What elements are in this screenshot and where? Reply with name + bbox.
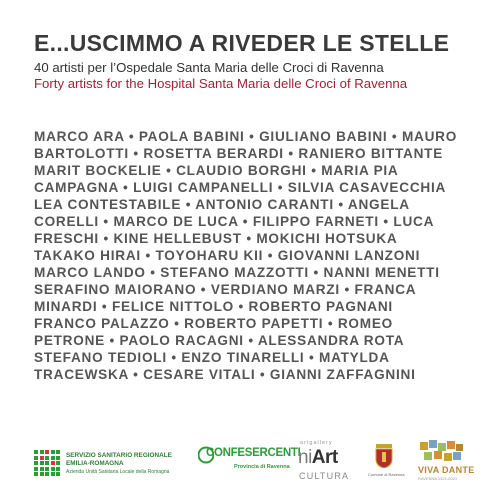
confesercenti-name: CONFESERCENTI	[206, 447, 301, 459]
artists-line: MINARDI • FELICE NITTOLO • ROBERTO PAGNANI	[34, 299, 393, 314]
artists-line: CAMPAGNA • LUIGI CAMPANELLI • SILVIA CASAVECCHIA	[34, 180, 447, 195]
viva-dante-subtitle: RAVENNA 1321-2021	[418, 476, 458, 481]
crest-caption: Comune di Ravenna	[368, 472, 405, 477]
confesercenti-logo	[198, 444, 301, 480]
ssr-line2: EMILIA-ROMAGNA	[66, 460, 124, 467]
artists-line: STEFANO TEDIOLI • ENZO TINARELLI • MATYLDA	[34, 350, 390, 365]
ravenna-crest-icon	[374, 444, 394, 468]
ssr-emilia-romagna-logo	[34, 448, 194, 480]
viva-dante-mark-icon	[420, 440, 464, 462]
artists-line: PETRONE • PAOLO RACAGNI • ALESSANDRA ROTA	[34, 333, 405, 348]
viva-dante-name: VIVA DANTE	[418, 465, 475, 475]
artists-line: MARCO LANDO • STEFANO MAZZOTTI • NANNI MENETTI	[34, 265, 440, 280]
ssr-dot-grid-icon	[34, 450, 60, 476]
niart-subtitle: CULTURA	[299, 471, 350, 481]
sponsor-logos	[0, 438, 500, 488]
niart-suffix: Art	[311, 447, 338, 468]
artists-list	[34, 128, 474, 383]
niart-name	[298, 447, 338, 469]
page-title: E...USCIMMO A RIVEDER LE STELLE	[34, 30, 450, 56]
comune-ravenna-logo	[368, 442, 405, 482]
artists-line: FRESCHI • KINE HELLEBUST • MOKICHI HOTSUKA	[34, 231, 398, 246]
ssr-line1: SERVIZIO SANITARIO REGIONALE	[66, 452, 172, 459]
artists-line: CORELLI • MARCO DE LUCA • FILIPPO FARNETI • LUCA	[34, 214, 435, 229]
niart-logo	[298, 440, 358, 484]
artists-line: LEA CONTESTABILE • ANTONIO CARANTI • ANGELA	[34, 197, 410, 212]
subtitle-english: Forty artists for the Hospital Santa Maria delle Croci of Ravenna	[34, 76, 408, 91]
niart-gallery-label: artgallery	[300, 440, 333, 446]
artists-line: TAKAKO HIRAI • TOYOHARU KII • GIOVANNI LANZONI	[34, 248, 421, 263]
artists-line: SERAFINO MAIORANO • VERDIANO MARZI • FRANCA	[34, 282, 417, 297]
artists-line: TRACEWSKA • CESARE VITALI • GIANNI ZAFFAGNINI	[34, 367, 416, 382]
artists-line: MARIT BOCKELIE • CLAUDIO BORGHI • MARIA PIA	[34, 163, 399, 178]
artists-line: FRANCO PALAZZO • ROBERTO PAPETTI • ROMEO	[34, 316, 393, 331]
confesercenti-province: Provincia di Ravenna	[234, 464, 290, 470]
ssr-line3: Azienda Unità Sanitaria Locale della Romagna	[66, 469, 170, 475]
subtitle-italian: 40 artisti per l’Ospedale Santa Maria delle Croci di Ravenna	[34, 60, 384, 75]
artists-line: BARTOLOTTI • ROSETTA BERARDI • RANIERO BITTANTE	[34, 146, 444, 161]
artists-line: MARCO ARA • PAOLA BABINI • GIULIANO BABINI • MAURO	[34, 129, 458, 144]
niart-prefix: ni	[298, 447, 312, 468]
viva-dante-logo	[414, 440, 475, 484]
